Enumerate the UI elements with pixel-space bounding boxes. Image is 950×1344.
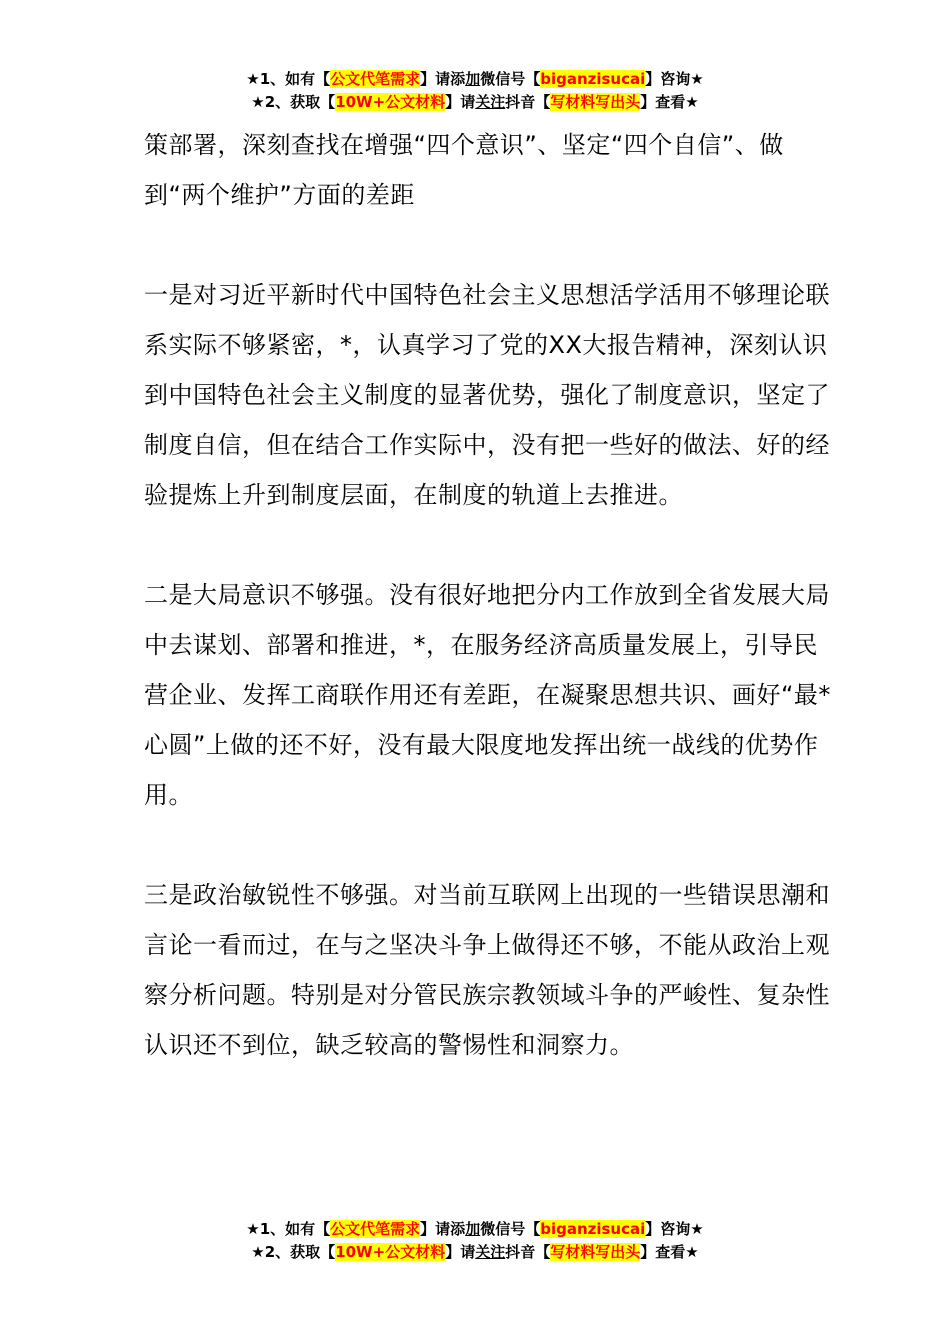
wechat-id-highlight: biganzisucai — [540, 70, 646, 88]
document-body — [144, 120, 834, 1070]
materials-highlight: 10W+公文材料 — [335, 93, 446, 111]
paragraph-point-3: 三是政治敏锐性不够强。对当前互联网上出现的一些错误思潮和言论一看而过，在与之坚决斗争上做得还不够，不能从政治上观察分析问题。特别是对分管民族宗教领域斗争的严峻性、复杂性认识还不到位，缺乏较高的警惕性和洞察力。 — [144, 881, 830, 1059]
wechat-id-highlight: biganzisucai — [540, 1220, 646, 1238]
materials-highlight: 10W+公文材料 — [335, 1243, 446, 1261]
footer-banner-line-1: ★1、如有【公文代笔需求】请添加微信号【biganzisucai】咨询★ — [246, 1220, 704, 1238]
footer-banner — [0, 1218, 950, 1264]
service-highlight: 公文代笔需求 — [330, 70, 421, 88]
paragraph-point-2: 二是大局意识不够强。没有很好地把分内工作放到全省发展大局中去谋划、部署和推进，*，在服务经济高质量发展上，引导民营企业、发挥工商联作用还有差距，在凝聚思想共识、画好“最*心圆”上做的还不好，没有最大限度地发挥出统一战线的优势作用。 — [144, 581, 831, 809]
header-banner-line-2: ★2、获取【10W+公文材料】请关注抖音【写材料写出头】查看★ — [251, 93, 699, 111]
header-banner-line-1: ★1、如有【公文代笔需求】请添加微信号【biganzisucai】咨询★ — [246, 70, 704, 88]
douyin-highlight: 写材料写出头 — [550, 93, 641, 111]
paragraph-intro: 策部署，深刻查找在增强“四个意识”、坚定“四个自信”、做到“两个维护”方面的差距 — [144, 131, 784, 209]
header-banner — [0, 68, 950, 114]
footer-banner-line-2: ★2、获取【10W+公文材料】请关注抖音【写材料写出头】查看★ — [251, 1243, 699, 1261]
douyin-highlight: 写材料写出头 — [550, 1243, 641, 1261]
paragraph-point-1: 一是对习近平新时代中国特色社会主义思想活学活用不够理论联系实际不够紧密，*，认真学习了党的XX大报告精神，深刻认识到中国特色社会主义制度的显著优势，强化了制度意识，坚定了制度自信，但在结合工作实际中，没有把一些好的做法、好的经验提炼上升到制度层面，在制度的轨道上去推进。 — [144, 281, 830, 509]
service-highlight: 公文代笔需求 — [330, 1220, 421, 1238]
